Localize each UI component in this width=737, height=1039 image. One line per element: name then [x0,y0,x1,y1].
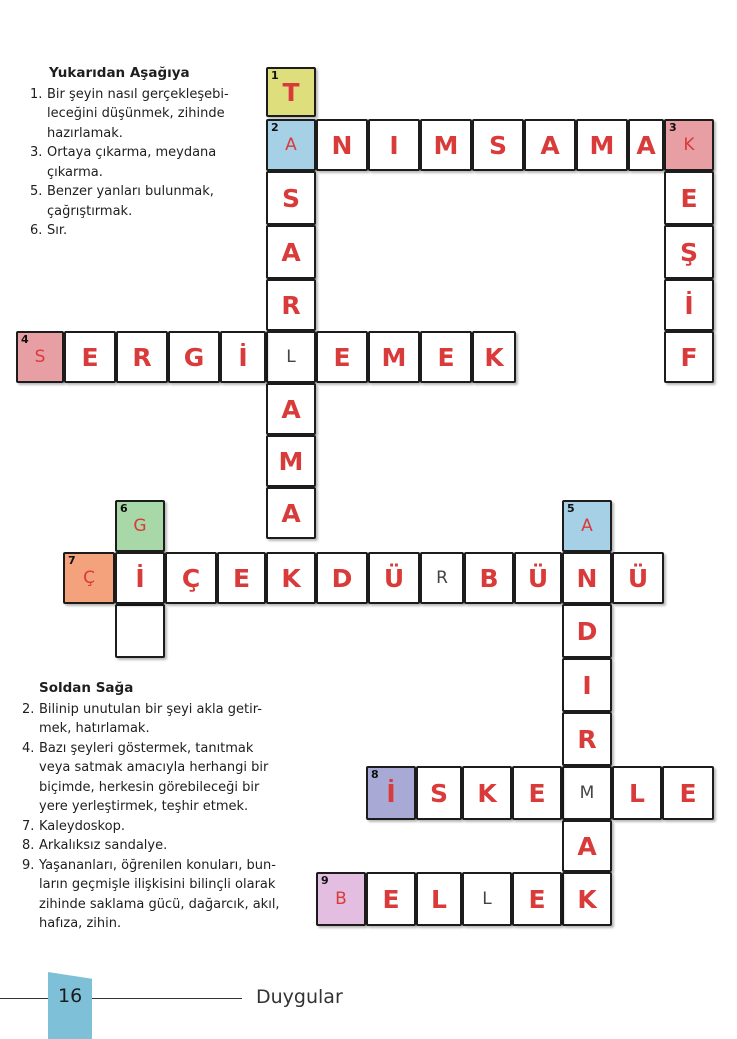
crossword-cell[interactable] [266,171,316,225]
cell-letter: K [281,563,301,593]
crossword-cell[interactable] [266,487,316,539]
cell-number: 4 [21,333,29,346]
across-clue-list [22,700,304,934]
crossword-cell[interactable] [368,119,420,171]
page-number: 16 [58,985,83,1007]
clue-line: zihinde saklama gücü, dağarcık, akıl, [39,896,280,912]
crossword-cell[interactable] [420,552,464,604]
cell-number: 7 [68,554,76,567]
cell-letter: L [431,884,447,914]
cell-letter: I [582,670,592,700]
cell-letter: E [679,778,697,808]
cell-letter: L [482,889,492,909]
clue-text [47,221,262,241]
crossword-cell[interactable] [220,331,266,383]
cell-letter: L [629,778,645,808]
crossword-cell[interactable] [472,119,524,171]
clue-item [30,221,262,241]
cell-letter: K [683,135,695,155]
clue-line: Kaleydoskop. [39,818,125,834]
cell-letter: A [540,130,560,160]
cell-letter: Ü [383,563,405,593]
cell-letter: M [381,342,407,372]
crossword-cell[interactable] [217,552,266,604]
crossword-cell[interactable] [416,872,462,926]
cell-letter: T [282,77,300,107]
clue-number: 1. [30,86,43,102]
crossword-cell[interactable] [368,331,420,383]
crossword-cell[interactable] [562,712,612,766]
clue-text [47,85,262,144]
clue-line: Bazı şeyleri göstermek, tanıtmak [39,740,254,756]
cell-letter: S [488,130,507,160]
clue-number: 8. [22,838,35,853]
crossword-cell[interactable] [562,872,612,926]
crossword-cell[interactable] [662,766,714,820]
crossword-cell[interactable] [562,766,612,820]
clue-item [22,739,304,817]
clue-line: veya satmak amacıyla herhangi bir [39,760,269,775]
across-clues [22,679,304,934]
crossword-cell[interactable] [462,766,512,820]
cell-letter: D [576,616,598,646]
crossword-cell[interactable] [366,872,416,926]
clue-text [39,700,304,739]
crossword-cell[interactable] [562,658,612,712]
cell-letter: M [278,446,304,476]
cell-number: 2 [271,121,279,134]
cell-letter: Ç [181,563,201,593]
cell-letter: F [680,342,698,372]
crossword-cell[interactable] [664,279,714,331]
crossword-cell[interactable] [416,766,462,820]
crossword-cell[interactable] [420,331,472,383]
cell-letter: E [680,183,698,213]
crossword-cell[interactable] [266,435,316,487]
crossword-cell[interactable] [464,552,514,604]
crossword-cell[interactable] [472,331,516,383]
clue-text [47,182,262,221]
across-heading: Soldan Sağa [39,680,134,696]
cell-letter: A [281,237,301,267]
crossword-cell[interactable] [266,279,316,331]
cell-letter: E [232,563,251,593]
clue-item [22,856,304,934]
crossword-cell[interactable] [16,331,64,383]
cell-number: 9 [321,874,329,887]
cell-letter: E [81,342,99,372]
clue-line: hafıza, zihin. [39,916,122,931]
cell-number: 3 [669,121,677,134]
clue-line: biçimde, herkesin görebileceği bir [39,779,260,795]
cell-letter: E [437,342,455,372]
clue-text [39,739,304,817]
crossword-cell[interactable] [116,331,168,383]
cell-letter: L [286,347,296,367]
crossword-cell[interactable] [576,119,628,171]
footer-rule-left [0,998,48,999]
cell-letter: Ç [83,568,95,588]
crossword-cell[interactable] [612,552,664,604]
footer-rule-right [92,998,242,999]
cell-letter: K [577,884,597,914]
clue-number: 3. [30,145,43,160]
crossword-cell[interactable] [266,119,316,171]
cell-letter: B [479,563,499,593]
clue-line: Bir şeyin nasıl gerçekleşebi- [47,86,229,102]
cell-letter: S [281,183,300,213]
cell-letter: A [281,394,301,424]
crossword-cell[interactable] [168,331,220,383]
clue-item [30,143,262,182]
cell-letter: İ [386,778,396,808]
crossword-cell[interactable] [664,171,714,225]
clue-number: 7. [22,818,35,834]
crossword-cell[interactable] [664,331,714,383]
clue-text [39,856,304,934]
clue-line: mek, hatırlamak. [39,721,150,736]
clue-line: çıkarma. [47,164,103,180]
crossword-cell[interactable] [165,552,217,604]
crossword-cell[interactable] [368,552,420,604]
cell-letter: R [577,724,597,754]
crossword-cell[interactable] [115,604,165,658]
cell-number: 8 [371,768,379,781]
cell-letter: İ [684,290,694,320]
cell-letter: M [433,130,459,160]
crossword-cell[interactable] [612,766,662,820]
crossword-cell[interactable] [316,872,366,926]
crossword-cell[interactable] [366,766,416,820]
crossword-cell[interactable] [115,500,165,552]
cell-number: 5 [567,502,575,515]
crossword-cell[interactable] [524,119,576,171]
cell-letter: İ [135,563,145,593]
cell-letter: K [484,342,504,372]
clue-line: Bilinip unutulan bir şeyi akla getir- [39,701,262,717]
crossword-cell[interactable] [266,383,316,435]
clue-text [39,836,304,856]
cell-letter: N [576,563,598,593]
cell-letter: E [333,342,351,372]
clue-item [30,182,262,221]
crossword-cell[interactable] [316,119,368,171]
clue-line: Arkalıksız sandalye. [39,838,168,853]
cell-letter: S [429,778,448,808]
cell-letter: A [581,516,593,536]
cell-letter: N [331,130,353,160]
cell-letter: G [183,342,205,372]
cell-letter: S [34,347,46,367]
cell-letter: M [589,130,615,160]
cell-letter: R [281,290,301,320]
cell-letter: Ü [627,563,649,593]
crossword-cell[interactable] [115,552,165,604]
cell-letter: İ [238,342,248,372]
cell-letter: A [281,498,301,528]
crossword-cell[interactable] [316,552,368,604]
clue-line: Ortaya çıkarma, meydana [47,145,217,160]
cell-letter: G [133,516,147,536]
cell-letter: E [528,884,546,914]
crossword-cell[interactable] [512,872,562,926]
cell-letter: Ü [527,563,549,593]
clue-number: 9. [22,857,35,873]
clue-line: hazırlamak. [47,125,123,141]
clue-line: leceğini düşünmek, zihinde [47,106,225,121]
crossword-cell[interactable] [266,67,316,117]
clue-item [22,817,304,837]
crossword-cell[interactable] [628,119,664,171]
crossword-cell[interactable] [266,225,316,279]
clue-line: ların geçmişle ilişkisini bilinçli olarak [39,877,276,892]
crossword-cell[interactable] [514,552,562,604]
cell-number: 1 [271,69,279,82]
clue-number: 4. [22,740,35,756]
clue-number: 2. [22,701,35,717]
crossword-cell[interactable] [462,872,512,926]
crossword-cell[interactable] [562,820,612,872]
down-heading: Yukarıdan Aşağıya [49,65,190,81]
clue-line: yere yerleştirmek, teşhir etmek. [39,799,249,814]
clue-line: Benzer yanları bulunmak, [47,184,214,199]
clue-text [39,817,304,837]
crossword-cell[interactable] [664,119,714,171]
cell-letter: A [577,831,597,861]
crossword-cell[interactable] [266,552,316,604]
cell-letter: E [528,778,546,808]
crossword-cell[interactable] [664,225,714,279]
crossword-cell[interactable] [316,331,368,383]
clue-line: çağrıştırmak. [47,203,133,219]
section-title: Duygular [256,986,343,1008]
crossword-cell[interactable] [420,119,472,171]
cell-letter: A [285,135,297,155]
crossword-cell[interactable] [562,604,612,658]
crossword-cell[interactable] [512,766,562,820]
crossword-cell[interactable] [266,331,316,383]
clue-item [30,85,262,144]
cell-letter: M [579,783,595,803]
clue-number: 6. [30,223,43,238]
cell-letter: K [477,778,497,808]
cell-letter: I [389,130,399,160]
down-clues [30,64,262,241]
cell-letter: R [132,342,152,372]
crossword-cell[interactable] [562,500,612,552]
cell-letter: R [436,568,448,588]
clue-line: Yaşananları, öğrenilen konuları, bun- [39,857,276,873]
clue-item [22,700,304,739]
cell-number: 6 [120,502,128,515]
down-clue-list [30,85,262,241]
cell-letter: D [331,563,353,593]
clue-number: 5. [30,184,43,199]
clue-item [22,836,304,856]
clue-text [47,143,262,182]
crossword-cell[interactable] [562,552,612,604]
cell-letter: E [382,884,400,914]
clue-line: Sır. [47,223,68,238]
crossword-cell[interactable] [63,552,115,604]
cell-letter: Ş [679,237,698,267]
cell-letter: A [636,130,656,160]
crossword-cell[interactable] [64,331,116,383]
cell-letter: B [335,889,347,909]
